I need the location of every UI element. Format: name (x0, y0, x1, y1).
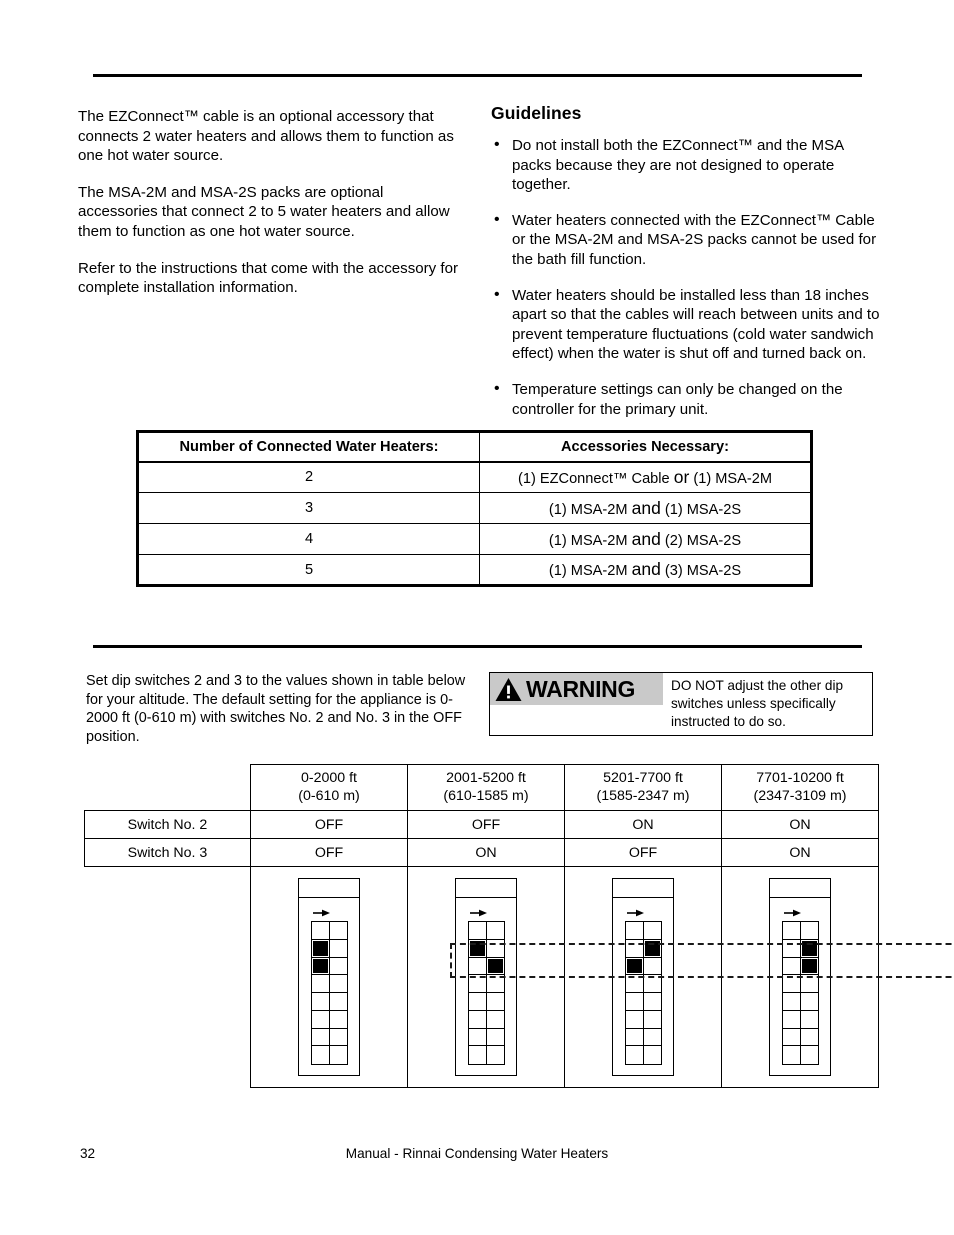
dip-switch-cell-5-right[interactable] (801, 993, 819, 1011)
row-label-switch-3: Switch No. 3 (85, 839, 251, 867)
dip-switch-cell-7-left[interactable] (783, 1029, 801, 1047)
switch-3-row (85, 839, 879, 867)
dip-switch-cell-3-right[interactable] (801, 958, 819, 976)
direction-arrow-icon (470, 909, 487, 917)
dip-switch-cell-6-left[interactable] (626, 1011, 644, 1029)
dip-switch-cell-3-left[interactable] (783, 958, 801, 976)
direction-arrow-icon (313, 909, 330, 917)
altitude-header-cell (408, 765, 565, 811)
dip-switch-instructions: Set dip switches 2 and 3 to the values shown in table below for your altitude. The default setting for the appliance is 0-2000 ft (0-610 m) with switches No. 2 and No. 3 in the OFF position. (86, 673, 466, 745)
accessory-conjunction: and (631, 559, 661, 579)
bullet-icon: • (494, 285, 500, 303)
dip-switch-cell-5-left[interactable] (626, 993, 644, 1011)
diagram-row (85, 867, 879, 1088)
altitude-header-cell (722, 765, 879, 811)
dip-switch-cell-5-left[interactable] (783, 993, 801, 1011)
dip-switch-cell-6-right[interactable] (801, 1011, 819, 1029)
dip-switch-cell-2-right[interactable] (487, 940, 505, 958)
warning-label: WARNING (526, 675, 636, 702)
altitude-dip-switch-table (84, 764, 879, 1088)
dip-switch-cell-8-right[interactable] (487, 1046, 505, 1064)
dip-switch-cell-1-left[interactable] (626, 922, 644, 940)
warning-message: DO NOT adjust the other dip switches unless specifically instructed to do so. (671, 678, 844, 729)
dip-switch-grid (625, 921, 662, 1065)
bullet-icon: • (494, 136, 500, 153)
dip-switch-cell-2-left[interactable] (626, 940, 644, 958)
dip-switch-diagrams-cell (251, 867, 879, 1088)
dip-switch-cell-8-left[interactable] (783, 1046, 801, 1064)
switch-2-value: OFF (251, 811, 408, 839)
dip-switch-diagram-strip (251, 867, 878, 1087)
dip-switch-cell-7-left[interactable] (626, 1029, 644, 1047)
dip-switch-cell-1-left[interactable] (469, 922, 487, 940)
dip-switch-cell-7-right[interactable] (487, 1029, 505, 1047)
switch-2-value: ON (722, 811, 879, 839)
dip-switch-cell-3-right[interactable] (487, 958, 505, 976)
dip-switch-cell-5-left[interactable] (469, 993, 487, 1011)
altitude-feet: 2001-5200 ft (446, 770, 526, 786)
footer-manual-title: Manual - Rinnai Condensing Water Heaters (345, 1146, 609, 1161)
switch-3-value: ON (722, 839, 879, 867)
dip-switch-cell-1-right[interactable] (801, 922, 819, 940)
dip-switch-cell-4-right[interactable] (330, 975, 348, 993)
dip-switch-diagram-2001-5200ft (408, 867, 565, 1087)
cell-heater-count: 4 (138, 524, 480, 555)
cell-accessories (480, 493, 812, 524)
guidelines-heading: Guidelines (491, 103, 582, 123)
dip-switch-cell-3-left[interactable] (626, 958, 644, 976)
dip-switch-cell-3-left[interactable] (312, 958, 330, 976)
dip-switch-grid (782, 921, 819, 1065)
warning-triangle-icon (495, 677, 522, 702)
switch-3-value: OFF (251, 839, 408, 867)
dip-switch-body (455, 878, 517, 1076)
dip-switch-cell-6-left[interactable] (312, 1011, 330, 1029)
dip-switch-cell-6-right[interactable] (487, 1011, 505, 1029)
accessory-conjunction: or (673, 466, 690, 487)
bullet-icon: • (494, 210, 500, 228)
switch-3-value: ON (408, 839, 565, 867)
dip-switch-cell-2-left[interactable] (312, 940, 330, 958)
dip-switch-cell-6-right[interactable] (644, 1011, 662, 1029)
dip-switch-cell-2-right[interactable] (330, 940, 348, 958)
accessory-conjunction: and (631, 528, 661, 549)
dip-switch-cell-6-right[interactable] (330, 1011, 348, 1029)
dip-switch-cell-6-left[interactable] (783, 1011, 801, 1029)
dip-switch-cell-2-right[interactable] (801, 940, 819, 958)
guideline-item-text: Water heaters connected with the EZConnect™ Cable or the MSA-2M and MSA-2S packs cannot be used for the bath fill function. (512, 211, 877, 268)
table-row (138, 524, 812, 555)
direction-arrow-icon (627, 909, 644, 917)
guideline-item (491, 136, 883, 195)
dip-switch-cell-4-left[interactable] (626, 975, 644, 993)
dip-switch-cell-6-left[interactable] (469, 1011, 487, 1029)
switch-2-value: OFF (408, 811, 565, 839)
dip-switch-diagram-5201-7700ft (565, 867, 722, 1087)
accessory-conjunction: and (631, 497, 661, 518)
dip-switch-cell-7-right[interactable] (801, 1029, 819, 1047)
intro-paragraph-2: The MSA-2M and MSA-2S packs are optional accessories that connect 2 to 5 water heaters and allow them to function as one hot water source. (78, 183, 450, 240)
cell-heater-count: 5 (138, 555, 480, 586)
altitude-header-cell (565, 765, 722, 811)
accessories-table (136, 430, 813, 587)
dip-switch-top-bar (299, 879, 359, 898)
dip-switch-cell-5-right[interactable] (487, 993, 505, 1011)
altitude-feet: 0-2000 ft (300, 770, 357, 786)
dip-switch-cell-5-right[interactable] (644, 993, 662, 1011)
dip-switch-cell-1-right[interactable] (330, 922, 348, 940)
dip-switch-cell-4-left[interactable] (469, 975, 487, 993)
dip-switch-diagram-7701-10200ft (722, 867, 878, 1087)
dip-switch-cell-1-left[interactable] (783, 922, 801, 940)
table-row (138, 462, 812, 493)
dip-switch-grid (311, 921, 348, 1065)
dip-switch-cell-2-left[interactable] (783, 940, 801, 958)
dip-switch-cell-2-left[interactable] (469, 940, 487, 958)
column-header-accessories: Accessories Necessary: (480, 432, 812, 462)
direction-arrow-icon (784, 909, 801, 917)
dip-switch-body (612, 878, 674, 1076)
dip-switch-cell-4-right[interactable] (487, 975, 505, 993)
cell-accessories (480, 462, 812, 493)
altitude-header-cell (251, 765, 408, 811)
altitude-header-row (85, 765, 879, 811)
dip-switch-cell-4-left[interactable] (783, 975, 801, 993)
dip-switch-cell-7-right[interactable] (644, 1029, 662, 1047)
table-header-row (138, 432, 812, 462)
guidelines-list (491, 136, 883, 419)
dip-switch-top-bar (613, 879, 673, 898)
altitude-feet: 5201-7700 ft (603, 770, 683, 786)
guideline-item-text: Temperature settings can only be changed on the controller for the primary unit. (512, 380, 843, 418)
dip-switch-cell-8-right[interactable] (330, 1046, 348, 1064)
dip-switch-cell-8-left[interactable] (312, 1046, 330, 1064)
dip-switch-cell-1-right[interactable] (487, 922, 505, 940)
guideline-item-text: Water heaters should be installed less than 18 inches apart so that the cables will reach between units and to prevent temperature fluctuations (cold water sandwich effect) when the water is shut off and turned back on. (512, 286, 880, 363)
dip-switch-cell-3-right[interactable] (330, 958, 348, 976)
accessory-pre: (1) MSA-2M (548, 563, 628, 579)
dip-switch-cell-5-left[interactable] (312, 993, 330, 1011)
dip-switch-cell-7-right[interactable] (330, 1029, 348, 1047)
dip-switch-cell-8-left[interactable] (626, 1046, 644, 1064)
dip-switch-grid (468, 921, 505, 1065)
dip-switch-cell-7-left[interactable] (469, 1029, 487, 1047)
dip-switch-cell-1-left[interactable] (312, 922, 330, 940)
dip-switch-top-bar (456, 879, 516, 898)
dip-switch-top-bar (770, 879, 830, 898)
dip-switch-cell-7-left[interactable] (312, 1029, 330, 1047)
accessory-post: (2) MSA-2S (664, 532, 742, 549)
accessory-post: (1) MSA-2S (664, 501, 742, 518)
guidelines-column (491, 103, 883, 435)
cell-accessories (480, 524, 812, 555)
dip-switch-diagram-0-2000ft (251, 867, 408, 1087)
dip-switch-cell-8-left[interactable] (469, 1046, 487, 1064)
guideline-item-text: Do not install both the EZConnect™ and the MSA packs because they are not designed to operate together. (512, 137, 844, 194)
column-header-heater-count: Number of Connected Water Heaters: (138, 432, 480, 462)
guideline-item (491, 380, 883, 419)
dip-switch-cell-8-right[interactable] (801, 1046, 819, 1064)
accessory-pre: (1) MSA-2M (548, 532, 628, 549)
row-label-switch-2: Switch No. 2 (85, 811, 251, 839)
switch-2-row (85, 811, 879, 839)
dip-switch-body (298, 878, 360, 1076)
dip-switch-cell-4-left[interactable] (312, 975, 330, 993)
intro-paragraph-1: The EZConnect™ cable is an optional accessory that connects 2 water heaters and allows them to function as one hot water source. (78, 108, 454, 165)
dip-switch-cell-3-left[interactable] (469, 958, 487, 976)
top-divider-rule (93, 74, 862, 77)
dip-switch-cell-5-right[interactable] (330, 993, 348, 1011)
dip-switch-body (769, 878, 831, 1076)
altitude-feet: 7701-10200 ft (756, 770, 844, 786)
guideline-item (491, 286, 883, 364)
warning-banner (490, 673, 663, 705)
dip-switch-cell-1-right[interactable] (644, 922, 662, 940)
section-divider-rule (93, 645, 862, 648)
cell-accessories (480, 555, 812, 586)
warning-box (489, 672, 873, 736)
bullet-icon: • (494, 379, 500, 397)
guideline-item (491, 211, 883, 270)
switch-2-value: ON (565, 811, 722, 839)
accessory-pre: (1) EZConnect™ Cable (517, 470, 670, 487)
dip-switch-cell-8-right[interactable] (644, 1046, 662, 1064)
table-row (138, 493, 812, 524)
diagram-row-blank-cell (85, 867, 251, 1088)
table-row (138, 555, 812, 586)
left-text-column (78, 107, 466, 315)
page-number: 32 (80, 1146, 96, 1161)
accessory-pre: (1) MSA-2M (548, 501, 628, 518)
cell-heater-count: 3 (138, 493, 480, 524)
accessory-post: (1) MSA-2M (693, 470, 773, 487)
dip-switch-cell-4-right[interactable] (644, 975, 662, 993)
corner-blank-cell (85, 765, 251, 811)
dip-switch-cell-2-right[interactable] (644, 940, 662, 958)
altitude-meters: (0-610 m) (298, 787, 360, 804)
cell-heater-count: 2 (138, 462, 480, 493)
switch-3-value: OFF (565, 839, 722, 867)
dip-switch-cell-4-right[interactable] (801, 975, 819, 993)
dip-switch-cell-3-right[interactable] (644, 958, 662, 976)
altitude-meters: (1585-2347 m) (596, 787, 690, 804)
accessory-post: (3) MSA-2S (664, 563, 742, 579)
intro-paragraph-3: Refer to the instructions that come with the accessory for complete installation information. (78, 259, 459, 297)
altitude-meters: (610-1585 m) (443, 787, 529, 804)
altitude-meters: (2347-3109 m) (753, 787, 847, 804)
